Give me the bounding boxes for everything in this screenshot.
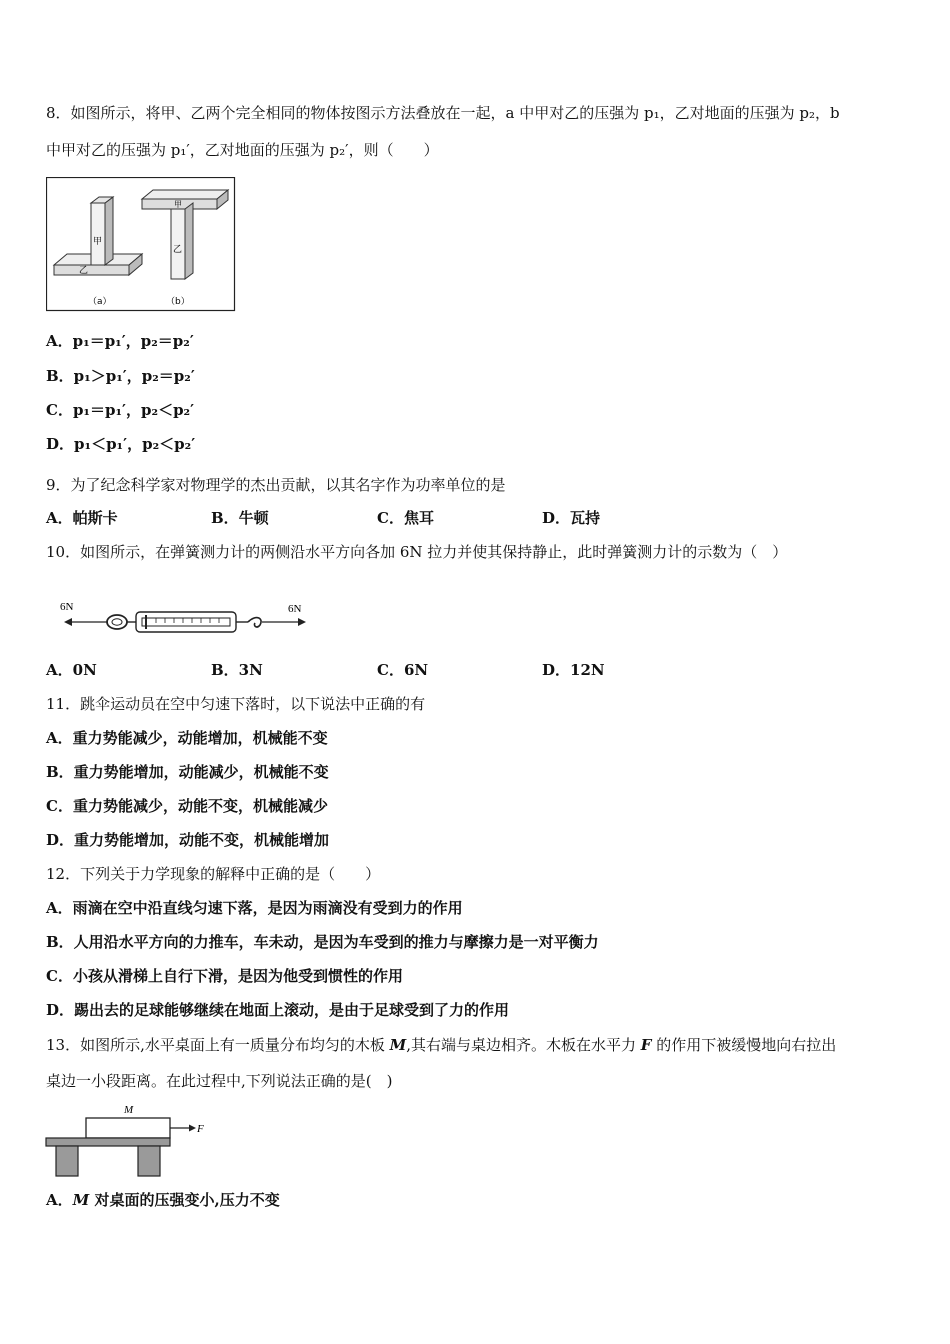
q10-ring <box>107 615 127 629</box>
q9-option-a[interactable]: A．帕斯卡 <box>46 509 118 527</box>
q13-stem-part2: ,其右端与桌边相齐。木板在水平力 <box>406 1036 641 1054</box>
q10-option-d[interactable]: D．12N <box>542 661 605 679</box>
q10-option-a[interactable]: A．0N <box>46 661 97 679</box>
q13-stem-part3: 的作用下被缓慢地向右拉出 <box>651 1036 837 1054</box>
q13-force-arrow <box>189 1125 196 1132</box>
q13-option-a[interactable] <box>46 1190 280 1210</box>
q8-stem-line1: 8．如图所示，将甲、乙两个完全相同的物体按图示方法叠放在一起，a 中甲对乙的压强为 p₁，乙对地面的压强为 p₂，b <box>46 104 840 122</box>
q13-stem-line2: 桌边一小段距离。在此过程中,下列说法正确的是( ) <box>46 1072 393 1090</box>
q9-option-c[interactable]: C．焦耳 <box>377 509 434 527</box>
q8-b-label-yi: 乙 <box>173 245 183 255</box>
q13-stem-var-f: F <box>640 1036 652 1054</box>
q8-b-caption: （b） <box>166 297 190 307</box>
q8-a-upright-front <box>91 203 105 265</box>
q13-option-a-var-m: M <box>72 1191 90 1209</box>
q11-option-d[interactable]: D．重力势能增加，动能不变，机械能增加 <box>46 831 330 849</box>
q10-left-force-label: 6N <box>60 601 74 613</box>
q13-label-f: F <box>197 1123 204 1135</box>
q13-table-top <box>46 1138 170 1146</box>
q8-b-upright-front <box>171 209 185 279</box>
q8-option-a[interactable]: A．p₁＝p₁′，p₂＝p₂′ <box>46 332 194 350</box>
q10-option-b[interactable]: B．3N <box>211 661 263 679</box>
q8-option-d[interactable]: D．p₁＜p₁′，p₂＜p₂′ <box>46 435 196 453</box>
q13-stem-var-m: M <box>389 1036 407 1054</box>
q8-a-label-jia: 甲 <box>93 237 103 247</box>
q12-option-a[interactable]: A．雨滴在空中沿直线匀速下落，是因为雨滴没有受到力的作用 <box>46 899 463 917</box>
q9-option-b[interactable]: B．牛顿 <box>211 509 269 527</box>
q12-option-b[interactable]: B．人用沿水平方向的力推车，车未动，是因为车受到的推力与摩擦力是一对平衡力 <box>46 933 599 951</box>
q12-stem: 12．下列关于力学现象的解释中正确的是（ ） <box>46 865 381 883</box>
q10-spring-scale-figure <box>60 598 310 638</box>
q13-stem-line1 <box>46 1035 836 1055</box>
q11-option-b[interactable]: B．重力势能增加，动能减少，机械能不变 <box>46 763 329 781</box>
q11-stem: 11．跳伞运动员在空中匀速下落时，以下说法中正确的有 <box>46 695 426 713</box>
q13-table-board-figure <box>44 1102 214 1178</box>
q9-option-d[interactable]: D．瓦持 <box>542 509 601 527</box>
q13-table-leg-left <box>56 1146 78 1176</box>
q13-board <box>86 1118 170 1138</box>
q10-option-c[interactable]: C．6N <box>377 661 429 679</box>
q11-option-a[interactable]: A．重力势能减少，动能增加，机械能不变 <box>46 729 328 747</box>
q9-stem: 9．为了纪念科学家对物理学的杰出贡献，以其名字作为功率单位的是 <box>46 476 506 494</box>
q8-a-caption: （a） <box>88 297 112 307</box>
q13-stem-part1: 13．如图所示,水平桌面上有一质量分布均匀的木板 <box>46 1036 390 1054</box>
q10-scale-body <box>136 612 236 632</box>
q10-left-arrow <box>64 618 72 626</box>
q11-option-c[interactable]: C．重力势能减少，动能不变，机械能减少 <box>46 797 328 815</box>
q13-option-a-text: 对桌面的压强变小,压力不变 <box>89 1191 280 1209</box>
q8-option-c[interactable]: C．p₁＝p₁′，p₂＜p₂′ <box>46 401 195 419</box>
q8-stem-line2: 中甲对乙的压强为 p₁′，乙对地面的压强为 p₂′，则（ ） <box>46 141 439 159</box>
q8-figure <box>46 177 236 312</box>
q13-table-leg-right <box>138 1146 160 1176</box>
q8-b-top-block-top <box>142 190 228 199</box>
q13-label-m: M <box>124 1104 134 1116</box>
q12-option-c[interactable]: C．小孩从滑梯上自行下滑，是因为他受到惯性的作用 <box>46 967 403 985</box>
q10-hook <box>248 618 261 627</box>
q10-right-arrow <box>298 618 306 626</box>
q8-option-b[interactable]: B．p₁＞p₁′，p₂＝p₂′ <box>46 367 195 385</box>
q13-option-a-prefix: A． <box>46 1191 73 1209</box>
q8-a-label-yi: 乙 <box>79 266 89 276</box>
q8-b-label-jia: 甲 <box>174 200 182 209</box>
q8-a-base-front <box>54 265 129 275</box>
q10-right-force-label: 6N <box>288 603 302 615</box>
q10-stem: 10．如图所示，在弹簧测力计的两侧沿水平方向各加 6N 拉力并使其保持静止，此时弹簧测力计的示数为（ ） <box>46 543 788 561</box>
q12-option-d[interactable]: D．踢出去的足球能够继续在地面上滚动，是由于足球受到了力的作用 <box>46 1001 510 1019</box>
